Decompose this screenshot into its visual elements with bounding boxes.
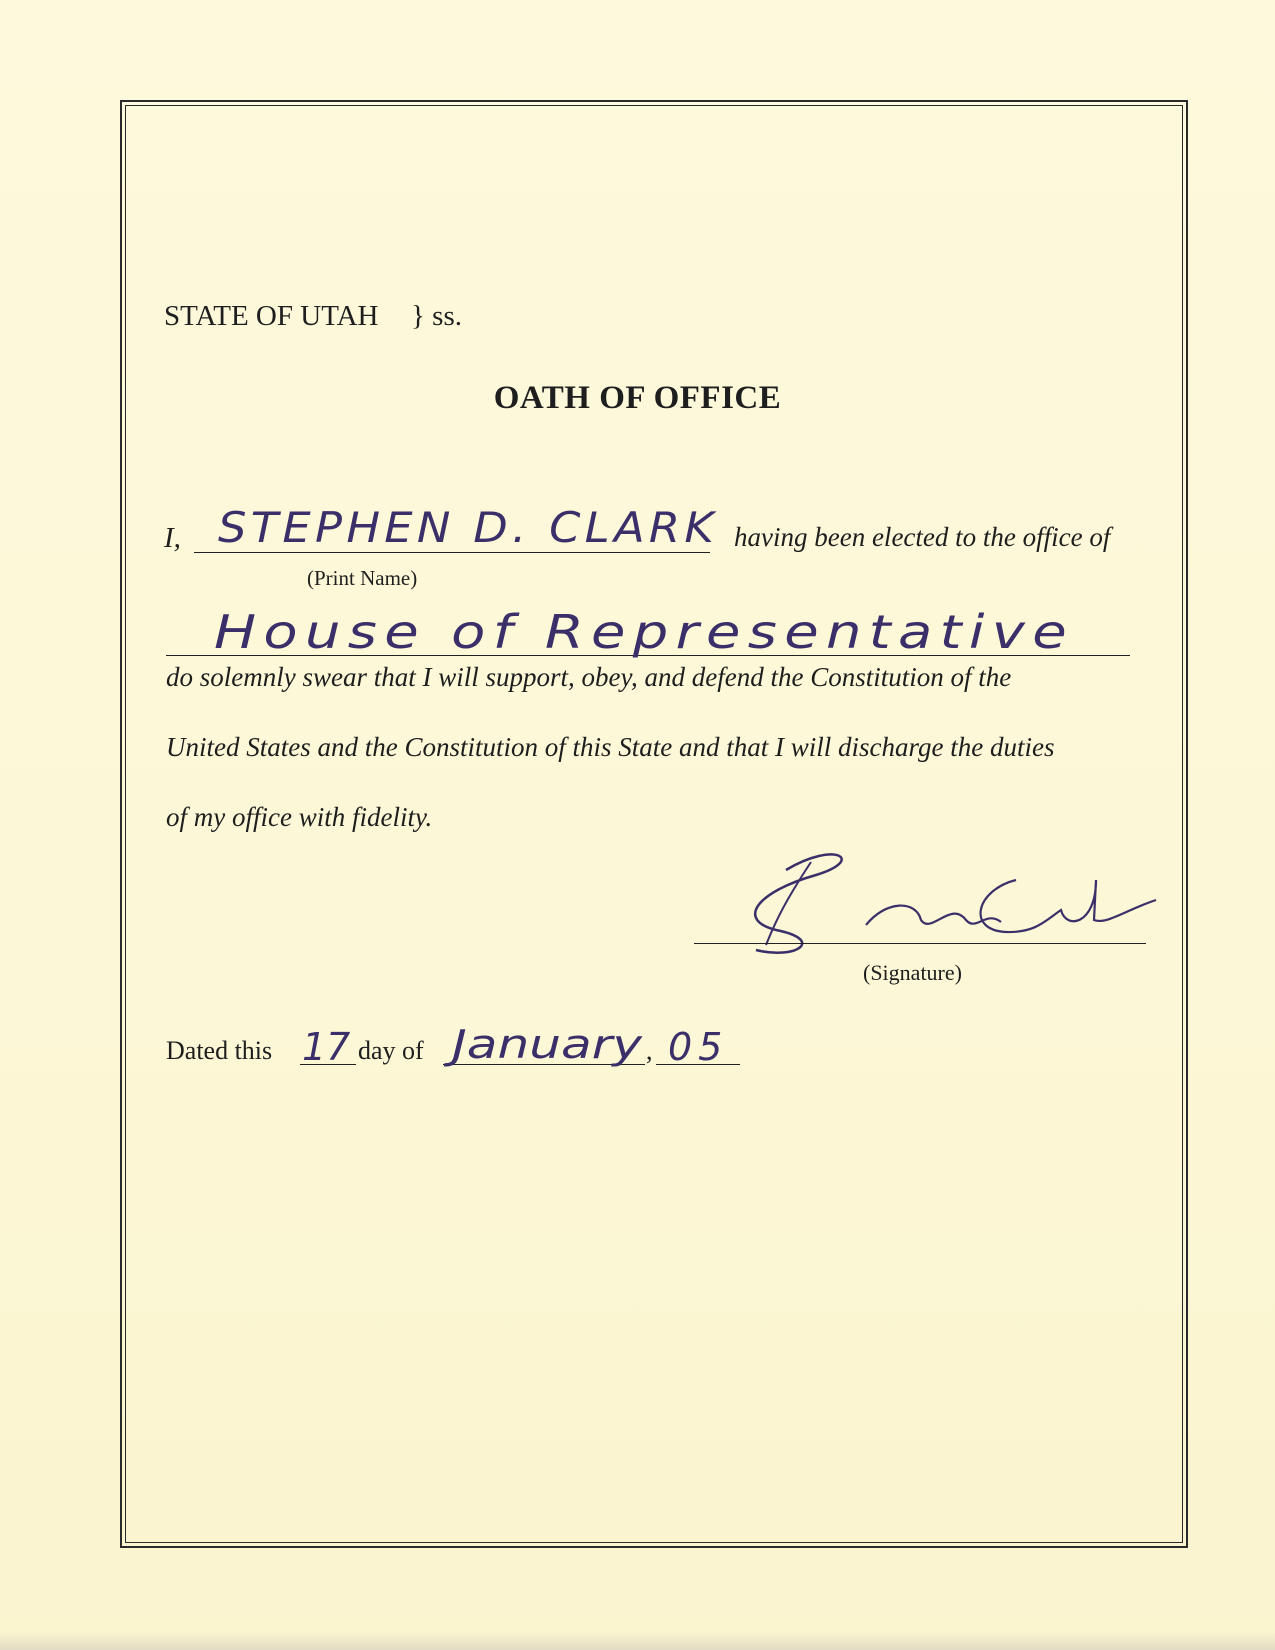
month-value: January [443,1022,644,1068]
year-value: 05 [668,1025,729,1069]
print-name-caption: (Print Name) [307,566,418,590]
office-value: House of Representative [214,605,1074,659]
having-text: having been elected to the office of [734,522,1111,552]
day-of-text: day of [358,1036,424,1065]
office-handwriting [208,598,1088,667]
state-heading [164,300,462,333]
brace: } [410,300,425,332]
name-handwriting [200,496,720,563]
signature-field-line[interactable] [694,943,1146,944]
state-name: STATE OF UTAH [164,300,379,332]
signature-handwriting [716,840,1156,965]
scan-edge [0,1632,1275,1650]
date-comma: , [646,1036,653,1065]
oath-line-3: of my office with fidelity. [166,802,433,832]
signature-graphic [716,840,1156,960]
oath-line-1: do solemnly swear that I will support, obey, and defend the Constitution of the [166,662,1012,692]
signature-caption: (Signature) [863,960,962,985]
dated-prefix: Dated this [166,1036,273,1065]
i-prefix: I, [164,522,181,554]
month-handwriting [443,1012,652,1097]
day-value: 17 [302,1025,351,1069]
oath-line-2: United States and the Constitution of this State and that I will discharge the duties [166,732,1055,762]
year-handwriting [664,1018,754,1075]
ss-label: ss. [432,300,462,332]
page-title: OATH OF OFFICE [493,380,782,416]
name-value: STEPHEN D. CLARK [218,503,718,552]
